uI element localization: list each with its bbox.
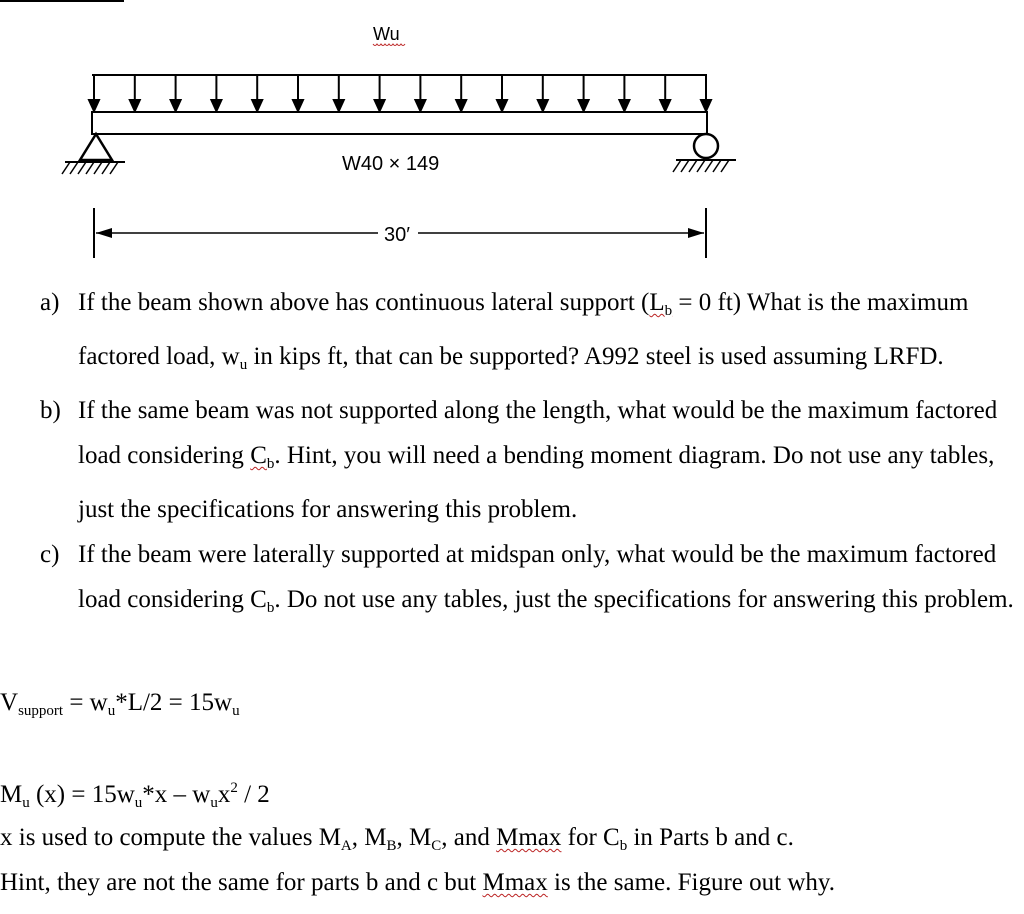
load-arrow-head bbox=[293, 100, 303, 111]
load-arrow-head bbox=[619, 100, 629, 111]
load-arrow-head bbox=[579, 100, 589, 111]
mmax-term-2: Mmax bbox=[482, 869, 548, 896]
question-a-label: a) bbox=[40, 289, 60, 316]
load-arrow-head bbox=[171, 100, 181, 111]
beam bbox=[92, 112, 707, 134]
question-c-text: If the beam were laterally supported at midspan only, what would be the maximum factored load considering $C_b$. Do not use any tables, just the specifications for answering this problem. bbox=[78, 541, 1014, 616]
pin-support bbox=[80, 134, 112, 160]
question-c-label: c) bbox=[40, 541, 60, 568]
roller-hatch bbox=[673, 160, 729, 172]
load-top-line bbox=[92, 74, 707, 76]
question-a bbox=[40, 280, 1015, 388]
equation-moment: $M_u$ $(x) = 15w_u*x - w_ux^2 / 2$ bbox=[0, 780, 270, 811]
question-b-label: b) bbox=[40, 397, 61, 424]
question-list bbox=[40, 280, 1015, 631]
load-label: Wu bbox=[373, 24, 400, 44]
note-hint: Hint, they are not the same for parts b and c but Mmax is the same. Figure out why. bbox=[0, 869, 836, 896]
load-arrow-head bbox=[497, 100, 507, 111]
load-arrow-head bbox=[701, 100, 711, 111]
span-label: 30′ bbox=[384, 224, 410, 246]
question-b bbox=[40, 388, 1015, 532]
load-arrow-head bbox=[415, 100, 425, 111]
load-label-underline bbox=[373, 44, 405, 46]
roller-support bbox=[694, 134, 718, 158]
beam-diagram bbox=[0, 0, 1024, 270]
question-c bbox=[40, 532, 1015, 631]
question-a-text: If the beam shown above has continuous lateral support ($L_b = 0$ ft) What is the maximum factored load, $w_u$ in kips ft, that can be supported? A992 steel is used assuming LRFD. bbox=[78, 289, 969, 373]
beam-section-label: W40 × 149 bbox=[342, 153, 440, 175]
load-arrow-head bbox=[334, 100, 344, 111]
load-arrow-head bbox=[211, 100, 221, 111]
question-b-text: If the same beam was not supported along the length, what would be the maximum factored load considering $C_b$. Hint, you will need a bending moment diagram. Do not use any tables, just the specifications for answering this problem. bbox=[78, 397, 998, 523]
load-arrow-head bbox=[660, 100, 670, 111]
load-arrow-head bbox=[130, 100, 140, 111]
load-arrow-head bbox=[89, 100, 99, 111]
load-arrow-head bbox=[252, 100, 262, 111]
load-arrow-head bbox=[375, 100, 385, 111]
pin-hatch bbox=[62, 162, 118, 174]
equation-v-support: $V_{support} = w_u*L/2 = 15w_u$ bbox=[0, 689, 240, 719]
note-values: x is used to compute the values $M_A$, $M_B$, $M_C$, and Mmax for $C_b$ in Parts b and c. bbox=[0, 824, 794, 854]
load-arrow-head bbox=[538, 100, 548, 111]
mmax-term: Mmax bbox=[496, 824, 562, 851]
load-arrow-head bbox=[456, 100, 466, 111]
dim-arrow-left bbox=[96, 228, 112, 238]
dim-arrow-right bbox=[688, 228, 704, 238]
load-arrows bbox=[89, 76, 711, 111]
